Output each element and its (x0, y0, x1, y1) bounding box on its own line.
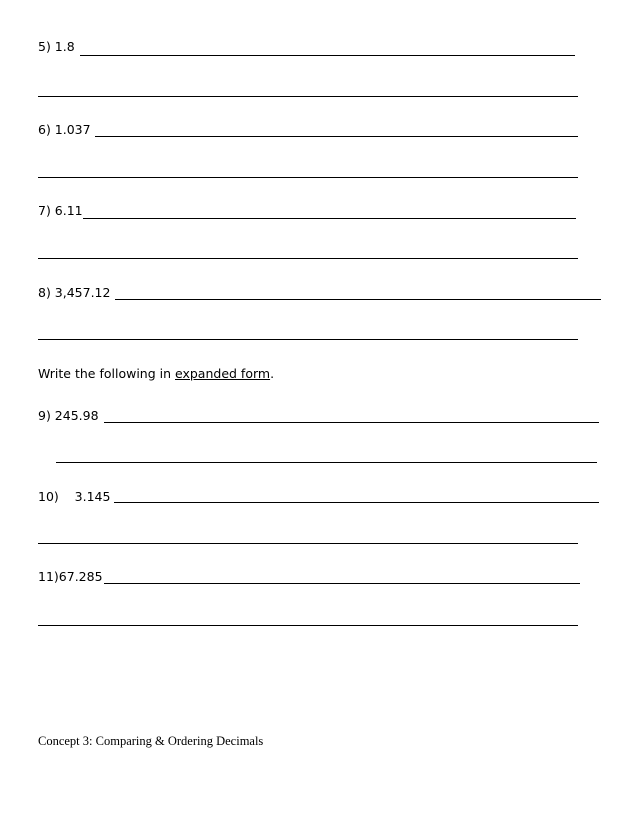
instruction-text-before: Write the following in (38, 366, 175, 381)
question-5-answer-line (80, 55, 575, 56)
question-9-label: 9) 245.98 (38, 408, 99, 423)
question-10-label: 10) 3.145 (38, 489, 111, 504)
question-5-label: 5) 1.8 (38, 39, 75, 54)
question-10-answer-line (114, 502, 599, 503)
instruction-text-after: . (270, 366, 275, 381)
instruction-underlined-term: expanded form (175, 366, 271, 381)
question-7-answer-line (83, 218, 576, 219)
question-5-answer-line-2 (38, 96, 578, 97)
question-9-answer-line (104, 422, 599, 423)
question-7-label: 7) 6.11 (38, 203, 83, 218)
question-10-answer-line-2 (38, 543, 578, 544)
question-11-label: 11)67.285 (38, 569, 103, 584)
question-8-answer-line (115, 299, 601, 300)
question-7-answer-line-2 (38, 258, 578, 259)
question-9-answer-line-2 (56, 462, 597, 463)
question-8-answer-line-2 (38, 339, 578, 340)
expanded-form-instruction (38, 367, 274, 381)
question-6-label: 6) 1.037 (38, 122, 91, 137)
question-11-answer-line (104, 583, 580, 584)
question-11-answer-line-2 (38, 625, 578, 626)
question-6-answer-line-2 (38, 177, 578, 178)
concept-footer: Concept 3: Comparing & Ordering Decimals (38, 734, 264, 748)
question-8-label: 8) 3,457.12 (38, 285, 111, 300)
question-6-answer-line (95, 136, 578, 137)
